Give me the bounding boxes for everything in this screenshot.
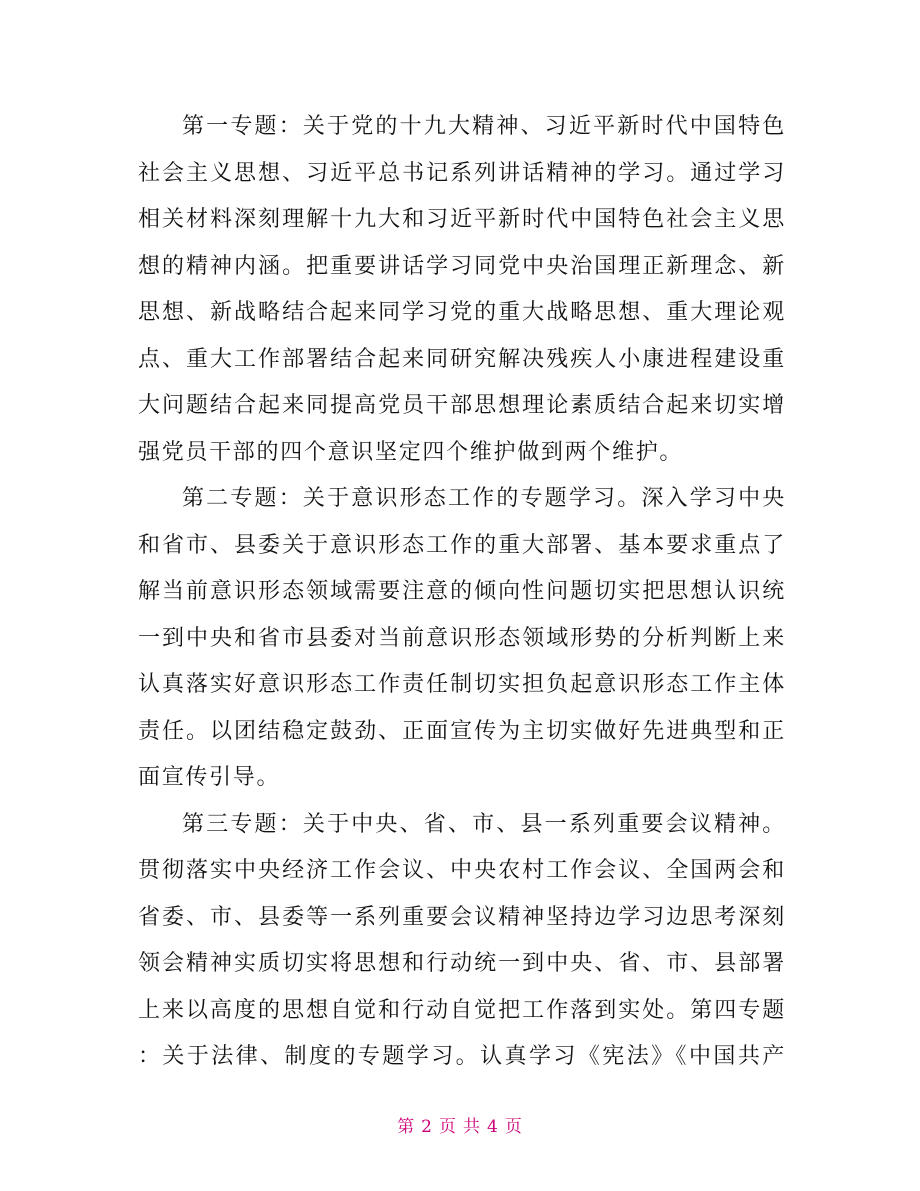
footer-suffix: 页 (504, 1117, 523, 1137)
paragraph-1-line-5: 思想、新战略结合起来同学习党的重大战略思想、重大理论观 (138, 300, 786, 325)
paragraph-3-line-2: 贯彻落实中央经济工作会议、中央农村工作会议、全国两会和 (138, 858, 786, 883)
paragraph-3-line-4: 领会精神实质切实将思想和行动统一到中央、省、市、县部署 (138, 951, 786, 976)
paragraph-1-line-1: 第一专题：关于党的十九大精神、习近平新时代中国特色 (182, 114, 786, 139)
paragraph-1-line-7: 大问题结合起来同提高党员干部思想理论素质结合起来切实增 (138, 393, 786, 418)
footer-page-unit: 页 (439, 1117, 457, 1137)
paragraph-3-line-5: 上来以高度的思想自觉和行动自觉把工作落到实处。第四专题 (138, 997, 786, 1023)
paragraph-2-line-1: 第二专题：关于意识形态工作的专题学习。深入学习中央 (182, 486, 786, 511)
paragraph-2-line-4: 一到中央和省市县委对当前意识形态领域形势的分析判断上来 (138, 625, 786, 651)
footer-total-pages: 4 (487, 1117, 499, 1137)
paragraph-1-line-2: 社会主义思想、习近平总书记系列讲话精神的学习。通过学习 (138, 160, 786, 186)
page-number-footer (0, 1112, 920, 1137)
footer-total-label: 共 (463, 1117, 481, 1137)
paragraph-3-line-1: 第三专题：关于中央、省、市、县一系列重要会议精神。 (182, 811, 786, 837)
paragraph-2-line-5: 认真落实好意识形态工作责任制切实担负起意识形态工作主体 (138, 672, 786, 697)
paragraph-3-line-6: ：关于法律、制度的专题学习。认真学习《宪法》《中国共产 (138, 1044, 786, 1069)
paragraph-3-line-3: 省委、市、县委等一系列重要会议精神坚持边学习边思考深刻 (138, 904, 786, 930)
paragraph-2-line-6: 责任。以团结稳定鼓劲、正面宣传为主切实做好先进典型和正 (138, 718, 786, 744)
paragraph-2-line-2: 和省市、县委关于意识形态工作的重大部署、基本要求重点了 (138, 532, 786, 558)
paragraph-1-line-6: 点、重大工作部署结合起来同研究解决残疾人小康进程建设重 (138, 346, 786, 372)
paragraph-1-line-3: 相关材料深刻理解十九大和习近平新时代中国特色社会主义思 (138, 207, 786, 232)
footer-prefix: 第 (397, 1117, 416, 1137)
paragraph-2-line-3: 解当前意识形态领域需要注意的倾向性问题切实把思想认识统 (138, 579, 786, 604)
paragraph-2-line-7: 面宣传引导。 (138, 765, 281, 790)
paragraph-1-line-4: 想的精神内涵。把重要讲话学习同党中央治国理正新理念、新 (138, 253, 786, 279)
footer-current-page: 2 (421, 1117, 433, 1137)
paragraph-1-line-8: 强党员干部的四个意识坚定四个维护做到两个维护。 (138, 439, 684, 465)
document-body (138, 104, 786, 1081)
